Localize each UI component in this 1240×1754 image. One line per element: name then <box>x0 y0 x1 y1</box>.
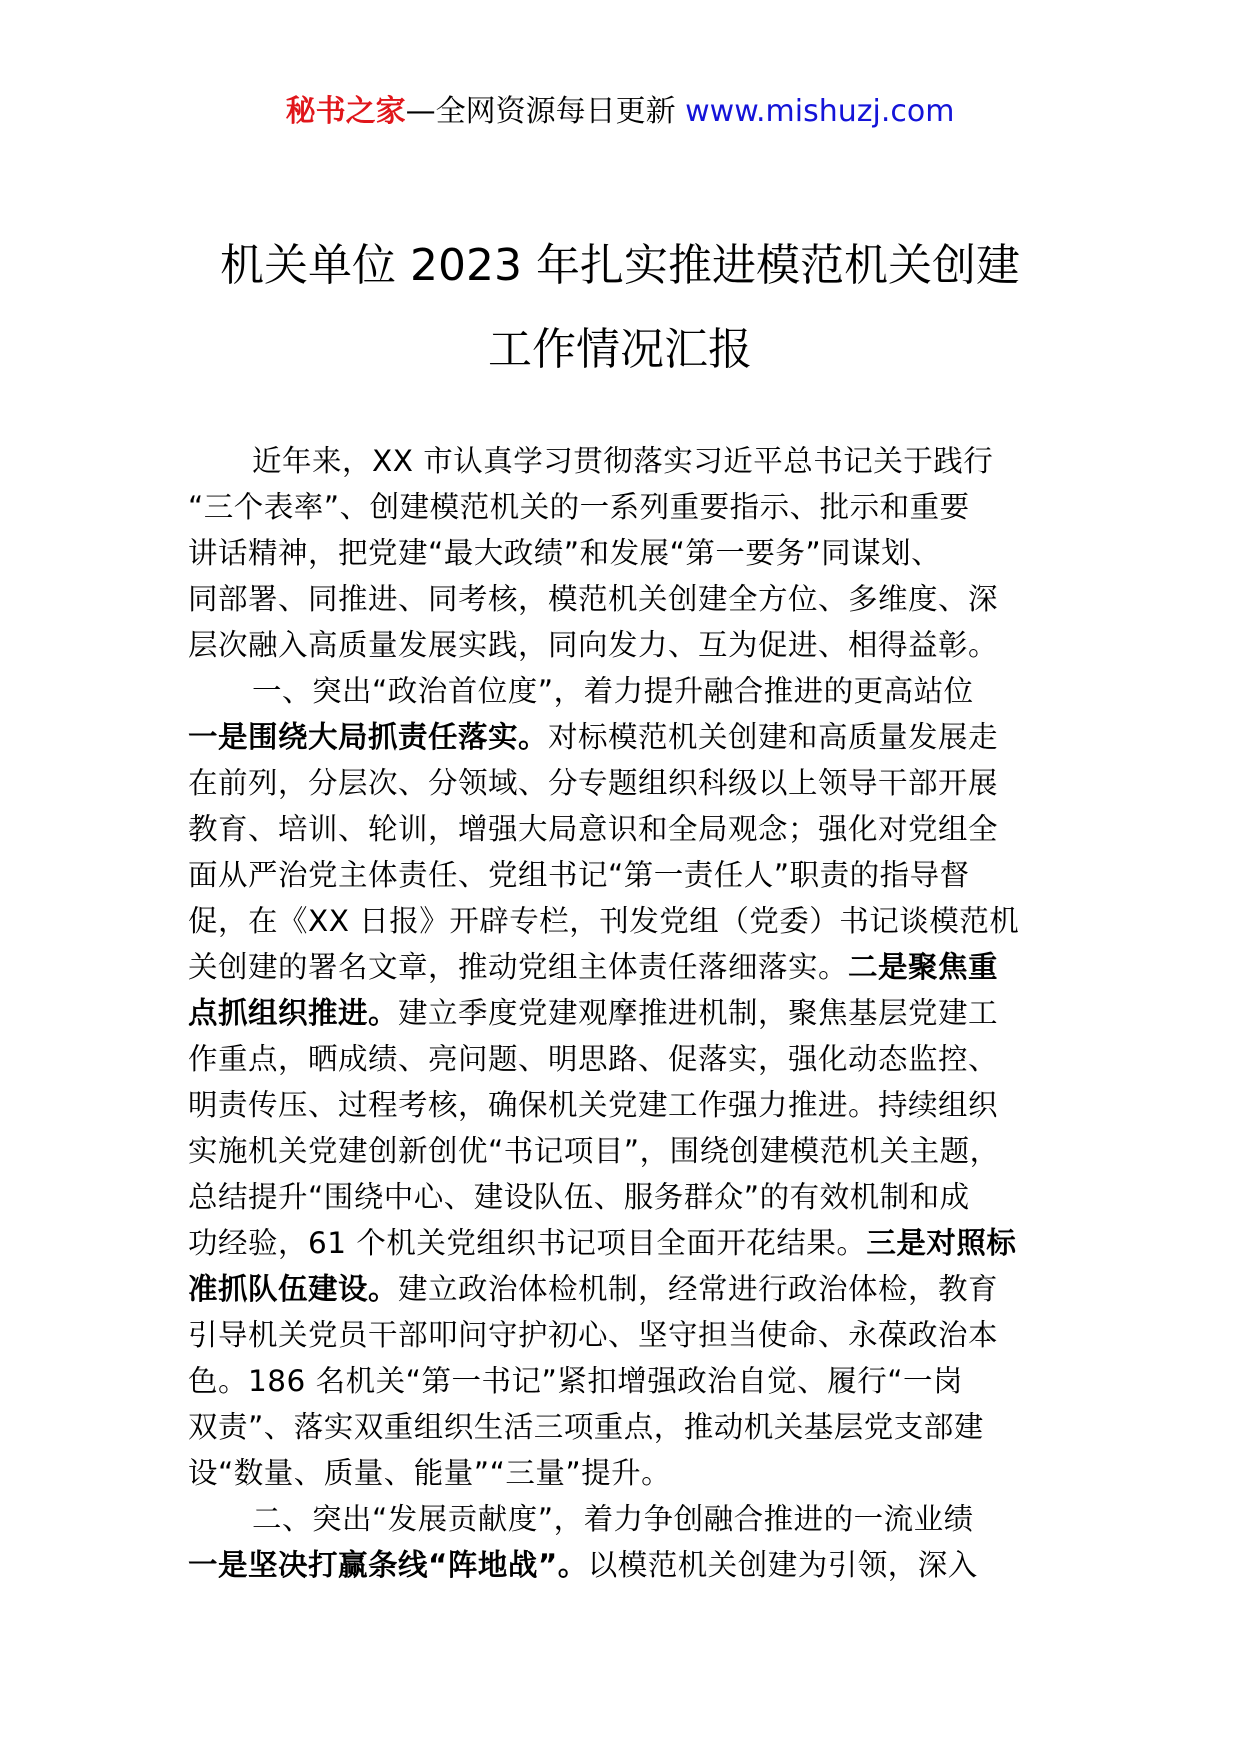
document-body <box>188 438 1088 1588</box>
bold-lead-in: 三是对照标 <box>866 1226 1017 1260</box>
body-line <box>188 990 1088 1036</box>
body-line: 促，在《XX 日报》开辟专栏，刊发党组（党委）书记谈模范机 <box>188 904 1020 938</box>
document-title-line-1: 机关单位 2023 年扎实推进模范机关创建 <box>220 240 1020 291</box>
body-line: 同部署、同推进、同考核，模范机关创建全方位、多维度、深 <box>188 582 999 616</box>
body-line: 色。186 名机关“第一书记”紧扣增强政治自觉、履行“一岗 <box>188 1364 964 1398</box>
body-text: 关创建的署名文章，推动党组主体责任落细落实。 <box>188 950 849 984</box>
site-brand: 秘书之家 <box>285 94 406 129</box>
bold-lead-in: 二是聚焦重 <box>848 950 999 984</box>
body-line: 双责”、落实双重组织生活三项重点，推动机关基层党支部建 <box>188 1410 984 1444</box>
body-text: 对标模范机关创建和高质量发展走 <box>548 720 999 754</box>
body-line: 近年来，XX 市认真学习贯彻落实习近平总书记关于践行 <box>252 444 994 478</box>
body-line: 实施机关党建创新创优“书记项目”，围绕创建模范机关主题， <box>188 1134 1000 1168</box>
body-line: 作重点，晒成绩、亮问题、明思路、促落实，强化动态监控、 <box>188 1042 999 1076</box>
body-line: 设“数量、质量、能量”“三量”提升。 <box>188 1456 672 1490</box>
section-heading-1: 一、突出“政治首位度”，着力提升融合推进的更高站位 <box>252 674 974 708</box>
body-line: 面从严治党主体责任、党组书记“第一责任人”职责的指导督 <box>188 858 970 892</box>
body-line: 总结提升“围绕中心、建设队伍、服务群众”的有效机制和成 <box>188 1180 970 1214</box>
body-text: 功经验，61 个机关党组织书记项目全面开花结果。 <box>188 1226 867 1260</box>
body-line: 教育、培训、轮训，增强大局意识和全局观念；强化对党组全 <box>188 812 999 846</box>
bold-lead-in: 一是围绕大局抓责任落实。 <box>188 720 549 754</box>
body-line: 层次融入高质量发展实践，同向发力、互为促进、相得益彰。 <box>188 628 999 662</box>
body-text: 以模范机关创建为引领，深入 <box>587 1548 978 1582</box>
section-heading-2: 二、突出“发展贡献度”，着力争创融合推进的一流业绩 <box>252 1502 974 1536</box>
body-line <box>188 1542 1088 1588</box>
bold-lead-in: 一是坚决打赢条线“阵地战”。 <box>188 1548 588 1582</box>
body-line: 明责传压、过程考核，确保机关党建工作强力推进。持续组织 <box>188 1088 999 1122</box>
body-line <box>188 714 1088 760</box>
site-header <box>0 92 1240 132</box>
body-line: 引导机关党员干部叩问守护初心、坚守担当使命、永葆政治本 <box>188 1318 999 1352</box>
bold-lead-in: 准抓队伍建设。 <box>188 1272 399 1306</box>
body-line: “三个表率”、创建模范机关的一系列重要指示、批示和重要 <box>188 490 970 524</box>
body-line <box>188 1220 1088 1266</box>
site-slogan: —全网资源每日更新 <box>405 94 676 129</box>
site-url[interactable]: www.mishuzj.com <box>685 94 955 129</box>
body-line <box>188 944 1088 990</box>
body-line: 讲话精神，把党建“最大政绩”和发展“第一要务”同谋划、 <box>188 536 942 570</box>
document-title-line-2: 工作情况汇报 <box>488 324 752 375</box>
bold-lead-in: 点抓组织推进。 <box>188 996 399 1030</box>
body-text: 建立季度党建观摩推进机制，聚焦基层党建工 <box>398 996 999 1030</box>
body-line <box>188 1266 1088 1312</box>
body-text: 建立政治体检机制，经常进行政治体检，教育 <box>398 1272 999 1306</box>
body-line: 在前列，分层次、分领域、分专题组织科级以上领导干部开展 <box>188 766 999 800</box>
